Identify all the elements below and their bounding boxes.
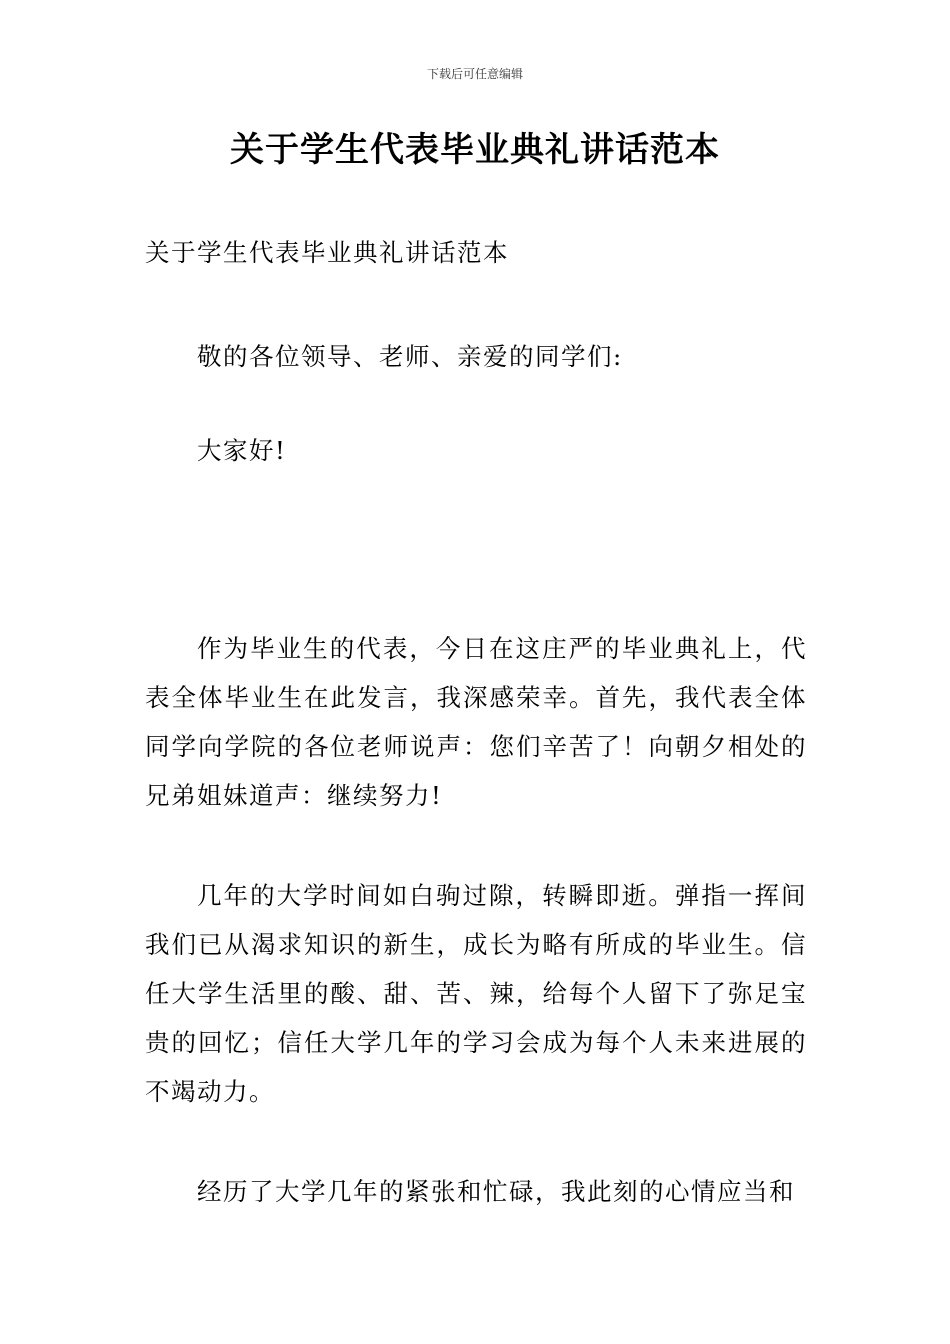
subtitle-line: 关于学生代表毕业典礼讲话范本 [145,238,509,267]
paragraph-1: 作为毕业生的代表，今日在这庄严的毕业典礼上，代表全体毕业生在此发言，我深感荣幸。首先，我代表全体同学向学院的各位老师说声：您们辛苦了！向朝夕相处的兄弟姐妹道声：继续努力! [145,634,807,810]
header-note: 下载后可任意编辑 [426,67,523,81]
paragraph-3: 经历了大学几年的紧张和忙碌，我此刻的心情应当和 [197,1177,795,1206]
paragraph-2: 几年的大学时间如白驹过隙，转瞬即逝。弹指一挥间我们已从渴求知识的新生，成长为略有所成的毕业生。信任大学生活里的酸、甜、苦、辣，给每个人留下了弥足宝贵的回忆；信任大学几年的学习会成为每个人未来进展的不竭动力。 [145,881,807,1106]
hello-paragraph: 大家好! [197,436,287,465]
page-title: 关于学生代表毕业典礼讲话范本 [230,130,720,170]
greeting-paragraph: 敬的各位领导、老师、亲爱的同学们: [197,342,623,371]
